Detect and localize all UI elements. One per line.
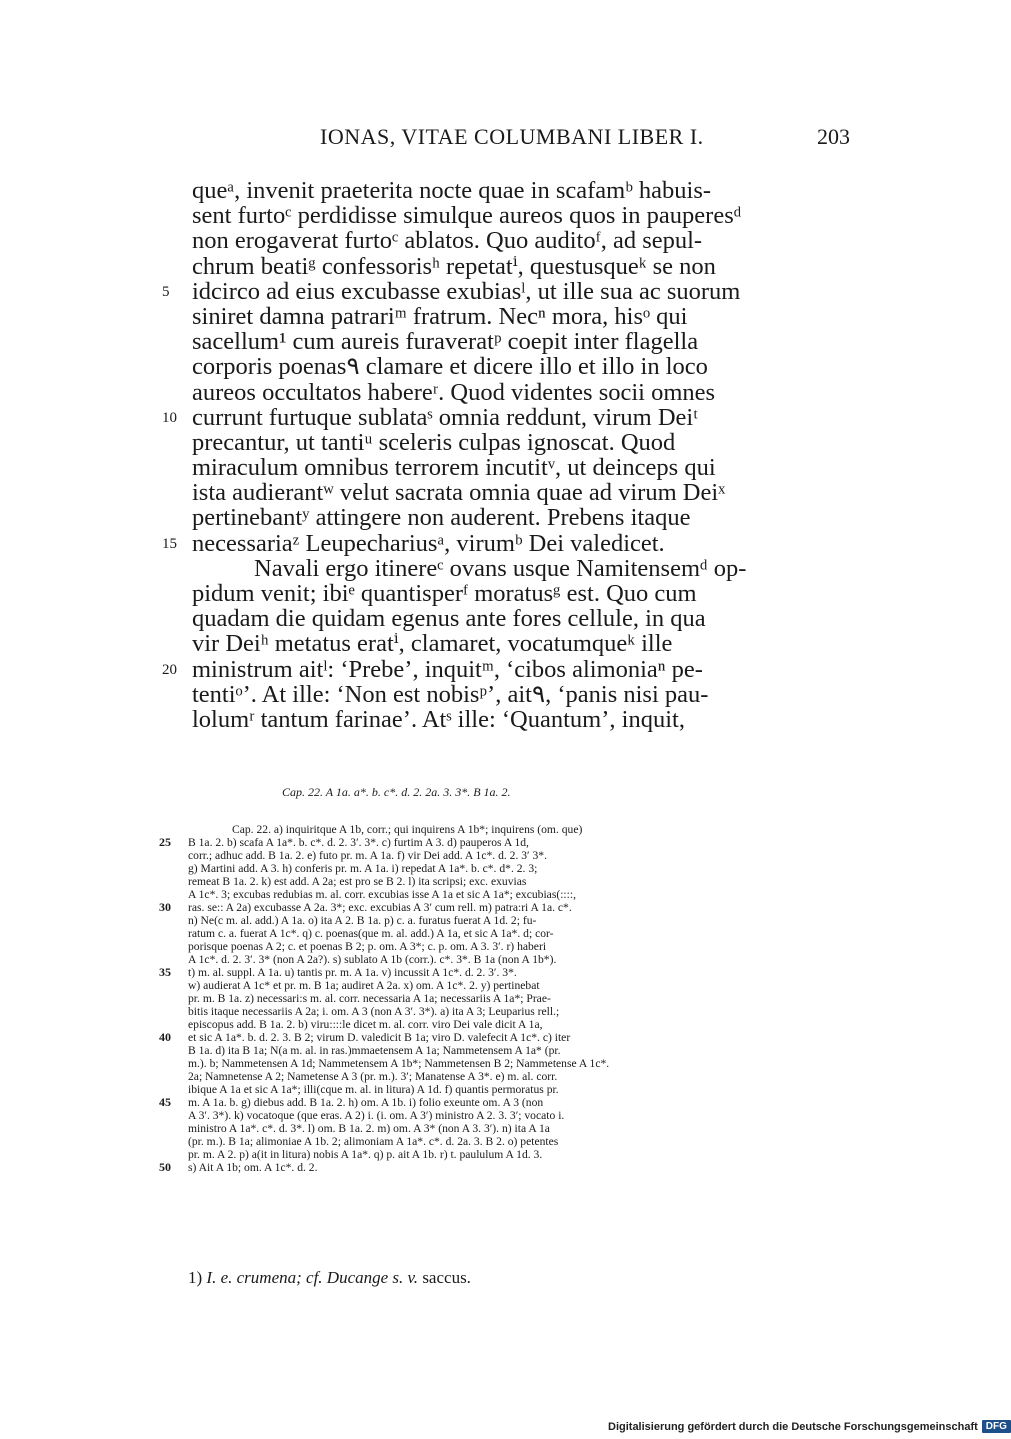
apparatus-text: g) Martini add. A 3. h) conferis pr. m. A 1a. i) repedat A 1a*. b. c*. d*. 2. 3;: [188, 862, 538, 875]
text-line: [192, 430, 842, 455]
apparatus-text: ras. se:: A 2a) excubasse A 2a. 3*; exc. excubias A 3′ cum rell. m) patra:ri A 1a. c*.: [188, 901, 572, 914]
apparatus-text: pr. m. B 1a. z) necessari:s m. al. corr. necessaria A 1a; necessariis A 1a*; Prae-: [188, 992, 551, 1005]
critical-apparatus: [159, 823, 843, 1174]
text-line: [192, 455, 842, 480]
apparatus-line: [188, 927, 843, 940]
apparatus-line: [188, 1122, 843, 1135]
apparatus-text: remeat B 1a. 2. k) est add. A 2a; est pro se B 2. l) ita scripsi; exc. exuvias: [188, 875, 527, 888]
text-line: [192, 203, 842, 228]
text-line: [162, 655, 842, 683]
apparatus-text: m. A 1a. b. g) diebus add. B 1a. 2. h) om. A 1b. i) folio exeunte om. A 3 (non: [188, 1096, 544, 1109]
apparatus-line: [159, 1095, 843, 1109]
apparatus-line: [188, 1057, 843, 1070]
text-line: [192, 329, 842, 354]
apparatus-text: A 3′. 3*). k) vocatoque (que eras. A 2) i. (i. om. A 3′) ministro A 2. 3. 3′; vocato i.: [188, 1109, 565, 1122]
text-line: [192, 682, 842, 707]
text-line: [192, 480, 842, 505]
line-text: quadam die quidam egenus ante fores cellule, in qua: [192, 605, 706, 633]
apparatus-line: [188, 953, 843, 966]
sponsor-text: Digitalisierung gefördert durch die Deutsche Forschungsgemeinschaft: [608, 1420, 978, 1433]
apparatus-line-number: 45: [159, 1095, 171, 1109]
text-line: [192, 707, 842, 732]
line-text: Navali ergo itinereᶜ ovans usque Namitensemᵈ op-: [254, 554, 747, 582]
apparatus-text: A 1c*. d. 2. 3′. 3* (non A 2a?). s) sublato A 1b (corr.). c*. 3*. B 1a (non A 1b*).: [188, 953, 557, 966]
footnote: [188, 1268, 471, 1288]
line-text: pidum venit; ibiᵉ quantisperᶠ moratusᵍ est. Quo cum: [192, 580, 697, 607]
apparatus-line: [188, 1083, 843, 1096]
text-line: [192, 178, 842, 203]
apparatus-text: (pr. m.). B 1a; alimoniae A 1b. 2; alimoniam A 1a*. c*. d. 2a. 3. B 2. o) petentes: [188, 1135, 559, 1148]
running-header: [160, 124, 850, 154]
apparatus-line: [159, 900, 843, 914]
sponsor-note: [608, 1420, 1011, 1433]
apparatus-line: [159, 965, 843, 979]
apparatus-line: [188, 979, 843, 992]
text-line: [162, 403, 842, 431]
apparatus-line: [188, 875, 843, 888]
dfg-logo-icon: DFG: [982, 1420, 1011, 1433]
line-text: miraculum omnibus terrorem incutitᵛ, ut deinceps qui: [192, 454, 716, 482]
apparatus-line: [188, 914, 843, 927]
text-line: [192, 254, 842, 279]
apparatus-text: et sic A 1a*. b. d. 2. 3. B 2; virum D. valedicit B 1a; viro D. valefecit A 1c*. c) iter: [188, 1031, 571, 1044]
apparatus-line: [188, 940, 843, 953]
apparatus-text: n) Ne(c m. al. add.) A 1a. o) ita A 2. B 1a. p) c. a. furatus fuerat A 1d. 2; fu-: [188, 914, 537, 927]
line-number: 15: [162, 535, 177, 552]
apparatus-text: s) Ait A 1b; om. A 1c*. d. 2.: [188, 1161, 318, 1174]
line-text: siniret damna patrariᵐ fratrum. Necⁿ mora, hisᵒ qui: [192, 302, 688, 330]
apparatus-line: [188, 888, 843, 901]
apparatus-line-number: 30: [159, 900, 171, 914]
apparatus-text: Cap. 22. a) inquiritque A 1b, corr.; qui inquirens A 1b*; inquirens (om. que): [232, 823, 583, 836]
apparatus-line: [188, 1018, 843, 1031]
apparatus-line: [159, 1030, 843, 1044]
apparatus-line-number: 40: [159, 1030, 171, 1044]
text-line: [192, 606, 842, 631]
apparatus-line: [188, 862, 843, 875]
line-text: queᵃ, invenit praeterita nocte quae in scafamᵇ habuis-: [192, 177, 712, 204]
line-text: ministrum aitˡ: ‘Prebe’, inquitᵐ, ‘cibos alimoniaⁿ pe-: [192, 655, 703, 683]
apparatus-line-number: 50: [159, 1160, 171, 1174]
line-number: 10: [162, 409, 177, 426]
main-text: [162, 177, 842, 733]
line-text: lolumʳ tantum farinae’. Atˢ ille: ‘Quantum’, inquit,: [192, 705, 685, 733]
apparatus-text: A 1c*. 3; excubas redubias m. al. corr. excubias isse A 1a et sic A 1a*; excubias(::::,: [188, 888, 576, 901]
line-text: ista audierantʷ velut sacrata omnia quae ad virum Deiˣ: [192, 479, 726, 507]
apparatus-text: m.). b; Nammetensen A 1d; Nammetensem A 1b*; Nammetensen B 2; Nammetense A 1c*.: [188, 1057, 610, 1070]
line-text: non erogaverat furtoᶜ ablatos. Quo auditoᶠ, ad sepul-: [192, 227, 703, 255]
manuscript-sigla-line: Cap. 22. A 1a. a*. b. c*. d. 2. 2a. 3. 3*. B 1a. 2.: [282, 785, 511, 799]
apparatus-text: pr. m. A 2. p) a(it in litura) nobis A 1a*. q) p. ait A 1b. r) t. paululum A 1d. 3.: [188, 1148, 543, 1161]
apparatus-text: ministro A 1a*. c*. d. 3*. l) om. B 1a. 2. m) om. A 3* (non A 3. 3′). n) ita A 1a: [188, 1122, 550, 1135]
line-text: aureos occultatos habereʳ. Quod videntes socii omnes: [192, 378, 716, 406]
line-text: currunt furtuque sublataˢ omnia reddunt, virum Deiᵗ: [192, 403, 698, 431]
line-number: 5: [162, 283, 170, 300]
apparatus-text: ratum c. a. fuerat A 1c*. q) c. poenas(que m. al. add.) A 1a, et sic A 1a*. d; cor-: [188, 927, 554, 940]
text-line: [162, 529, 842, 557]
apparatus-text: bitis itaque necessariis A 2a; i. om. A 3 (non A 3′. 3*). a) ita A 3; Leuparius rell.;: [188, 1005, 560, 1018]
footnote-plain-text: saccus.: [422, 1268, 471, 1287]
text-line: [192, 631, 842, 656]
text-line: [192, 380, 842, 405]
footnote-marker: 1): [188, 1268, 203, 1287]
text-line: [192, 505, 842, 530]
line-text: necessariaᶻ Leupechariusᵃ, virumᵇ Dei valedicet.: [192, 529, 665, 557]
text-line: [192, 354, 842, 379]
text-line: [192, 556, 842, 581]
apparatus-line-number: 25: [159, 835, 171, 849]
apparatus-line: [188, 992, 843, 1005]
line-text: pertinebantʸ attingere non auderent. Prebens itaque: [192, 504, 691, 532]
page-title: IONAS, VITAE COLUMBANI LIBER I.: [320, 124, 704, 149]
text-line: [162, 277, 842, 305]
text-line: [192, 581, 842, 606]
line-text: corporis poenas٩ clamare et dicere illo et illo in loco: [192, 353, 708, 381]
apparatus-line: [188, 1070, 843, 1083]
apparatus-line: [188, 1005, 843, 1018]
apparatus-line: [188, 1148, 843, 1161]
line-text: precantur, ut tantiᵘ sceleris culpas ignoscat. Quod: [192, 428, 676, 456]
apparatus-line: [159, 835, 843, 849]
apparatus-text: 2a; Namnetense A 2; Nametense A 3 (pr. m.). 3′; Manatense A 3*. e) m. al. corr.: [188, 1070, 558, 1083]
apparatus-line: [188, 849, 843, 862]
line-text: tentiᵒ’. At ille: ‘Non est nobisᵖ’, ait٩, ‘panis nisi pau-: [192, 680, 709, 708]
line-text: sacellum¹ cum aureis furaveratᵖ coepit inter flagella: [192, 328, 699, 356]
apparatus-text: t) m. al. suppl. A 1a. u) tantis pr. m. A 1a. v) incussit A 1c*. d. 2. 3′. 3*.: [188, 966, 517, 979]
line-text: idcirco ad eius excubasse exubiasˡ, ut ille sua ac suorum: [192, 277, 741, 305]
apparatus-line-number: 35: [159, 965, 171, 979]
apparatus-line: [188, 1044, 843, 1057]
apparatus-line: [159, 1160, 843, 1174]
text-line: [192, 228, 842, 253]
apparatus-text: corr.; adhuc add. B 1a. 2. e) futo pr. m. A 1a. f) vir Dei add. A 1c*. d. 2. 3′ 3*.: [188, 849, 547, 862]
line-number: 20: [162, 661, 177, 678]
apparatus-line: [188, 823, 843, 836]
line-text: sent furtoᶜ perdidisse simulque aureos quos in pauperesᵈ: [192, 202, 742, 230]
apparatus-text: episcopus add. B 1a. 2. b) viru::::le dicet m. al. corr. viro Dei vale dicit A 1a,: [188, 1018, 543, 1031]
page-number: 203: [817, 124, 850, 149]
text-line: [192, 304, 842, 329]
apparatus-text: w) audierat A 1c* et pr. m. B 1a; audiret A 2a. x) om. A 1c*. 2. y) pertinebat: [188, 979, 540, 992]
apparatus-text: ibique A 1a et sic A 1a*; illi(cque m. al. in litura) A 1d. f) quantis permoratus pr.: [188, 1083, 559, 1096]
apparatus-text: porisque poenas A 2; c. et poenas B 2; p. om. A 3*; c. p. om. A 3. 3′. r) haberi: [188, 940, 547, 953]
apparatus-line: [188, 1135, 843, 1148]
apparatus-text: B 1a. 2. b) scafa A 1a*. b. c*. d. 2. 3′. 3*. c) furtim A 3. d) pauperos A 1d,: [188, 836, 529, 849]
apparatus-text: B 1a. d) ita B 1a; N(a m. al. in ras.)mmaetensem A 1a; Nammetensem A 1a* (pr.: [188, 1044, 561, 1057]
line-text: chrum beatiᵍ confessorisʰ repetatⁱ, questusqueᵏ se non: [192, 252, 716, 280]
apparatus-line: [188, 1109, 843, 1122]
line-text: vir Deiʰ metatus eratⁱ, clamaret, vocatumqueᵏ ille: [192, 630, 673, 658]
footnote-italic-text: I. e. crumena; cf. Ducange s. v.: [206, 1268, 419, 1287]
